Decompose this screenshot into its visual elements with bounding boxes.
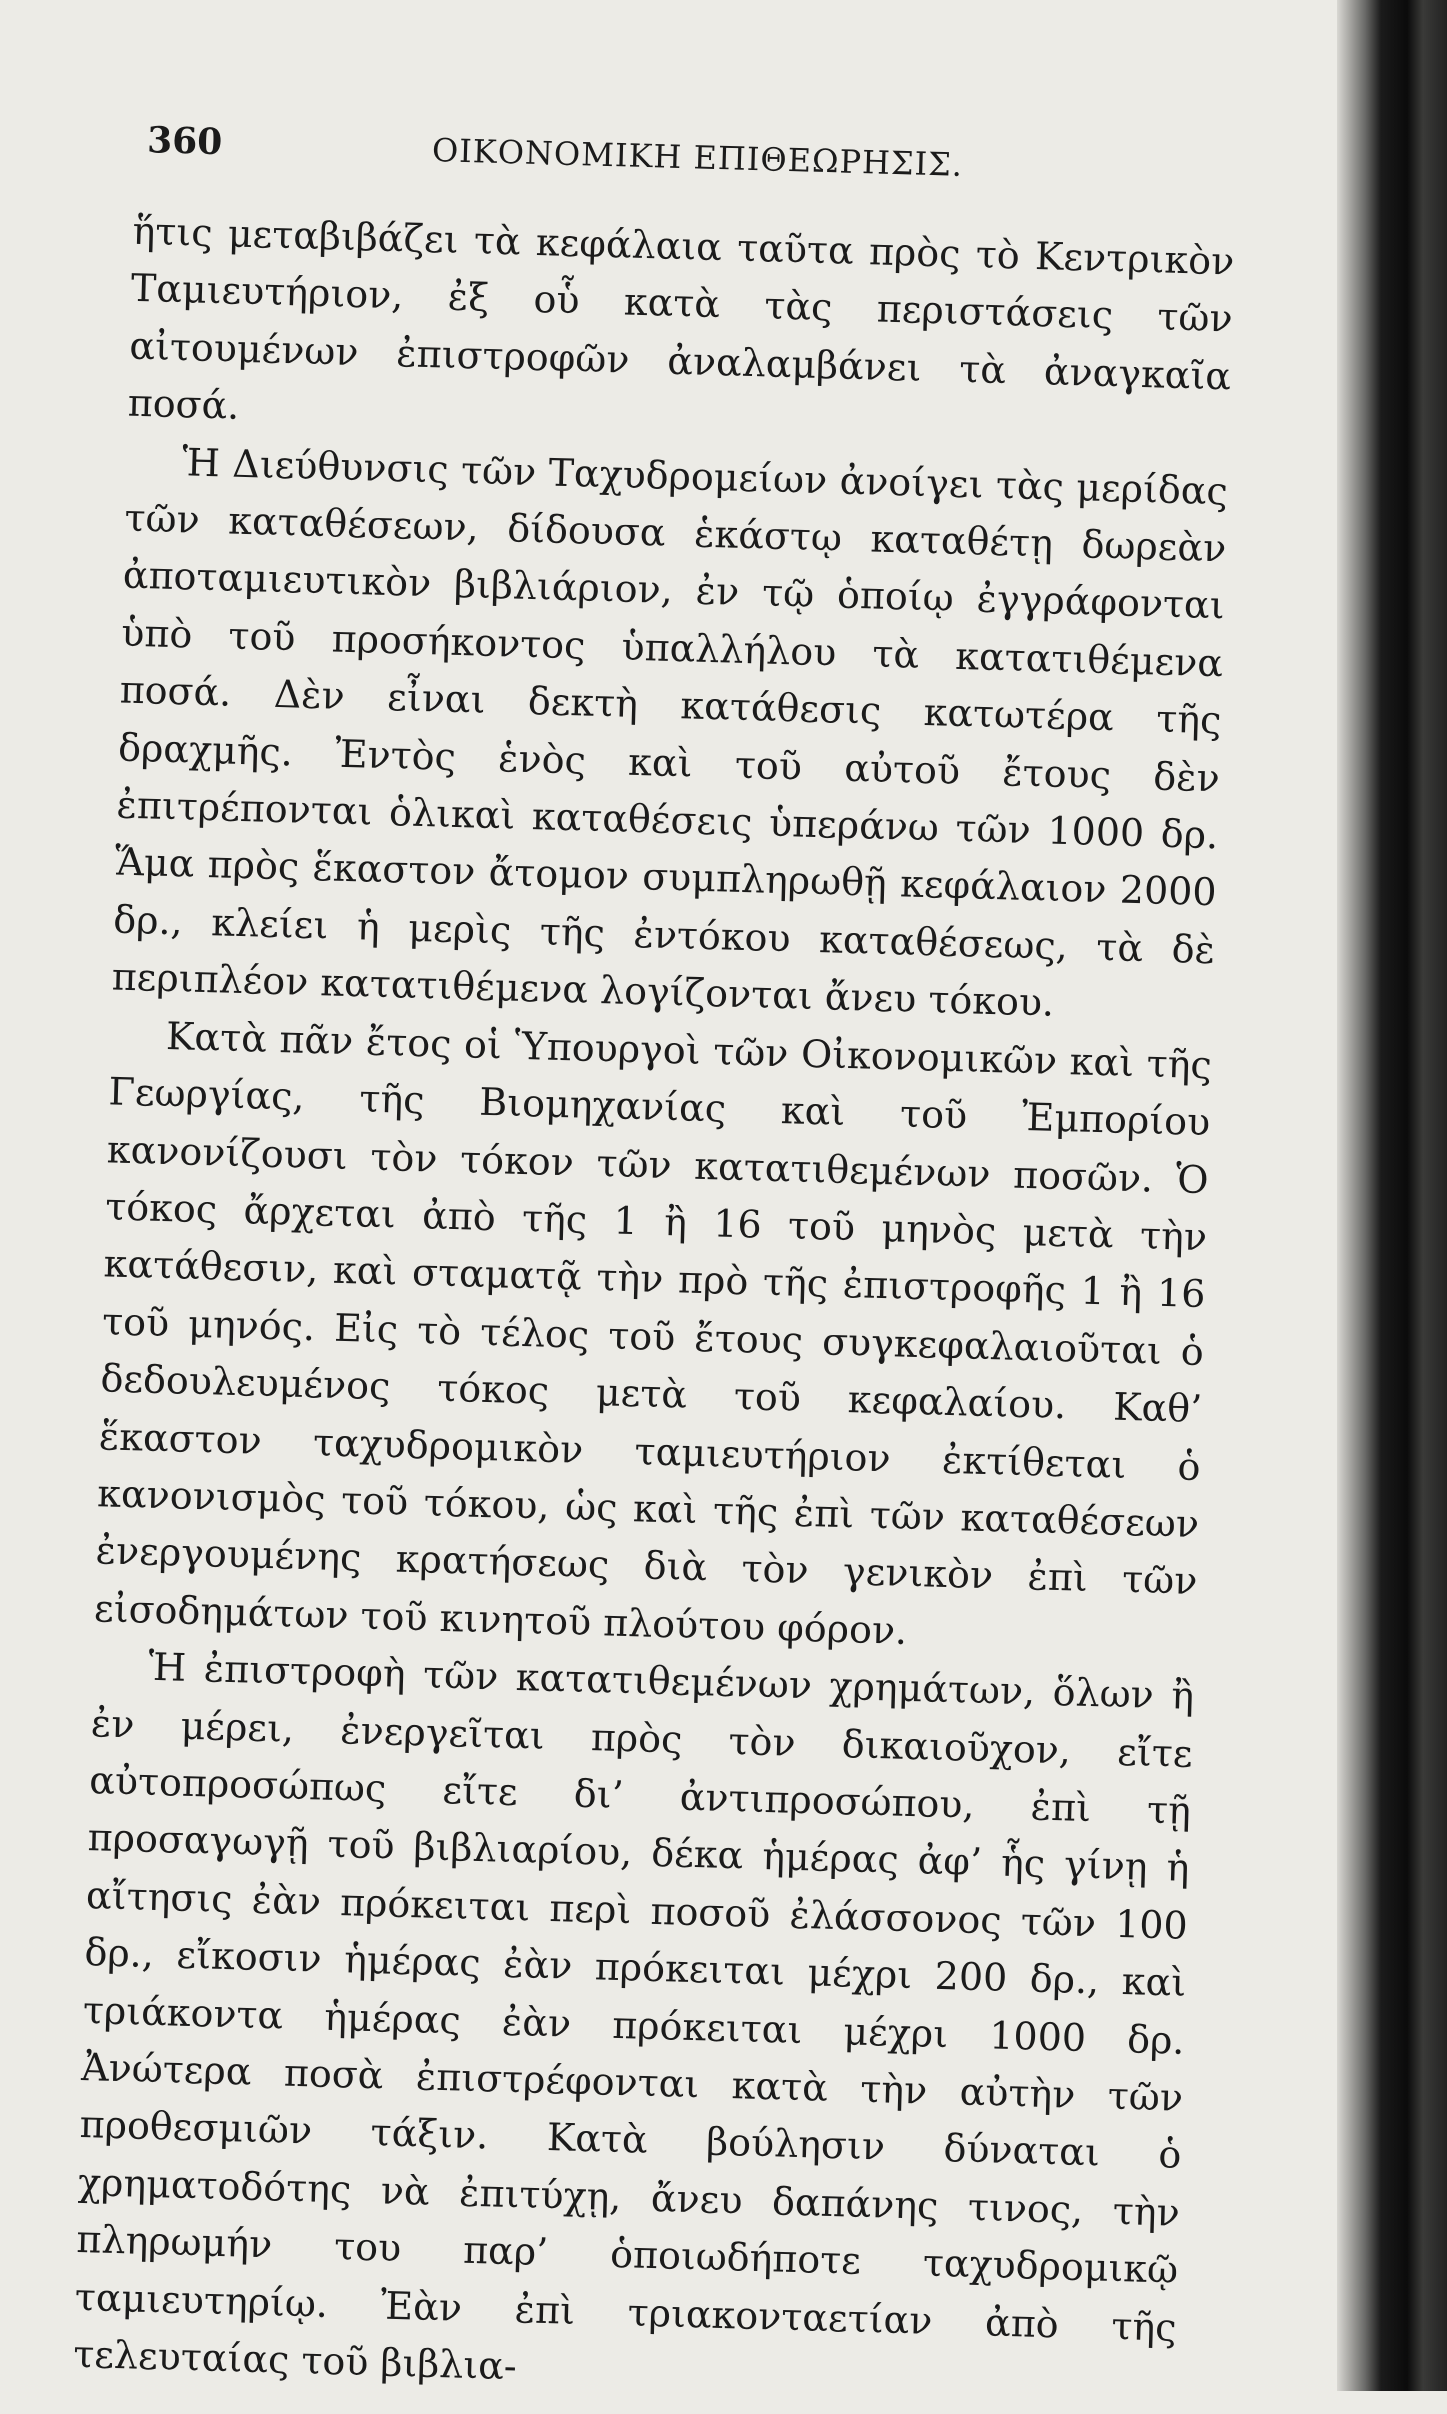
paragraph-1: ἥτις μεταβιβάζει τὰ κεφάλαια ταῦτα πρὸς τὸ Κεντρικὸν Ταμιευτήριον, ἐξ οὗ κατὰ τὰς περιστάσεις τῶν αἰτουμένων ἐπιστροφῶν ἀναλαμβάνει τὰ ἀναγκαῖα ποσά.	[127, 208, 1235, 428]
paragraph-4: Ἡ ἐπιστροφὴ τῶν κατατιθεμένων χρημάτων, ὅλων ἢ ἐν μέρει, ἐνεργεῖται πρὸς τὸν δικαιοῦχον, εἴτε αὐτοπροσώπως εἴτε δι’ ἀντιπροσώπου, ἐπὶ τῇ προσαγωγῇ τοῦ βιβλιαρίου, δέκα ἡμέρας ἀφ’ ἧς γίνῃ ἡ αἴτησις ἐὰν πρόκειται περὶ ποσοῦ ἐλάσσονος τῶν 100 δρ., εἴκοσιν ἡμέρας ἐὰν πρόκειται μέχρι 200 δρ., καὶ τριάκοντα ἡμέρας ἐὰν πρόκειται μέχρι 1000 δρ. Ἀνώτερα ποσὰ ἐπιστρέφονται κατὰ τὴν αὐτὴν τῶν προθεσμιῶν τάξιν. Κατὰ βούλησιν δύναται ὁ χρηματοδότης νὰ ἐπιτύχῃ, ἄνευ δαπάνης τινος, τὴν πληρωμήν του παρ’ ὁποιωδήποτε ταχυδρομικῷ ταμιευτηρίῳ. Ἐὰν ἐπὶ τριακονταετίαν ἀπὸ τῆς τελευταίας τοῦ βιβλια-	[72, 1644, 1195, 2389]
page-number: 360	[146, 119, 223, 164]
journal-title: ΟΙΚΟΝΟΜΙΚΗ ΕΠΙΘΕΩΡΗΣΙΣ.	[431, 131, 964, 184]
paragraph-2: Ἡ Διεύθυνσις τῶν Ταχυδρομείων ἀνοίγει τὰς μερίδας τῶν καταθέσεων, δίδουσα ἑκάστῳ καταθέτῃ δωρεὰν ἀποταμιευτικὸν βιβλιάριον, ἐν τῷ ὁποίῳ ἐγγράφονται ὑπὸ τοῦ προσήκοντος ὑπαλλήλου τὰ κατατιθέμενα ποσά. Δὲν εἶναι δεκτὴ κατάθεσις κατωτέρα τῆς δραχμῆς. Ἐντὸς ἑνὸς καὶ τοῦ αὐτοῦ ἔτους δὲν ἐπιτρέπονται ὁλικαὶ καταθέσεις ὑπεράνω τῶν 1000 δρ. Ἅμα πρὸς ἕκαστον ἄτομον συμπληρωθῇ κεφάλαιον 2000 δρ., κλείει ἡ μερὶς τῆς ἐντόκου καταθέσεως, τὰ δὲ περιπλέον κατατιθέμενα λογίζονται ἄνευ τόκου.	[111, 439, 1229, 1026]
paragraph-3: Κατὰ πᾶν ἔτος οἱ Ὑπουργοὶ τῶν Οἰκονομικῶν καὶ τῆς Γεωργίας, τῆς Βιομηχανίας καὶ τοῦ Ἐμπορίου κανονίζουσι τὸν τόκον τῶν κατατιθεμένων ποσῶν. Ὁ τόκος ἄρχεται ἀπὸ τῆς 1 ἢ 16 τοῦ μηνὸς μετὰ τὴν κατάθεσιν, καὶ σταματᾷ τὴν πρὸ τῆς ἐπιστροφῆς 1 ἢ 16 τοῦ μηνός. Εἰς τὸ τέλος τοῦ ἔτους συγκεφαλαιοῦται ὁ δεδουλευμένος τόκος μετὰ τοῦ κεφαλαίου. Καθ’ ἕκαστον ταχυδρομικὸν ταμιευτήριον ἐκτίθεται ὁ κανονισμὸς τοῦ τόκου, ὡς καὶ τῆς ἐπὶ τῶν καταθέσεων ἐνεργουμένης κρατήσεως διὰ τὸν γενικὸν ἐπὶ τῶν εἰσοδημάτων τοῦ κινητοῦ πλούτου φόρον.	[93, 1013, 1213, 1653]
running-head	[106, 110, 1238, 212]
body-text	[45, 202, 1235, 2414]
book-spine-shadow	[1337, 0, 1447, 2391]
book-page	[45, 110, 1238, 2414]
